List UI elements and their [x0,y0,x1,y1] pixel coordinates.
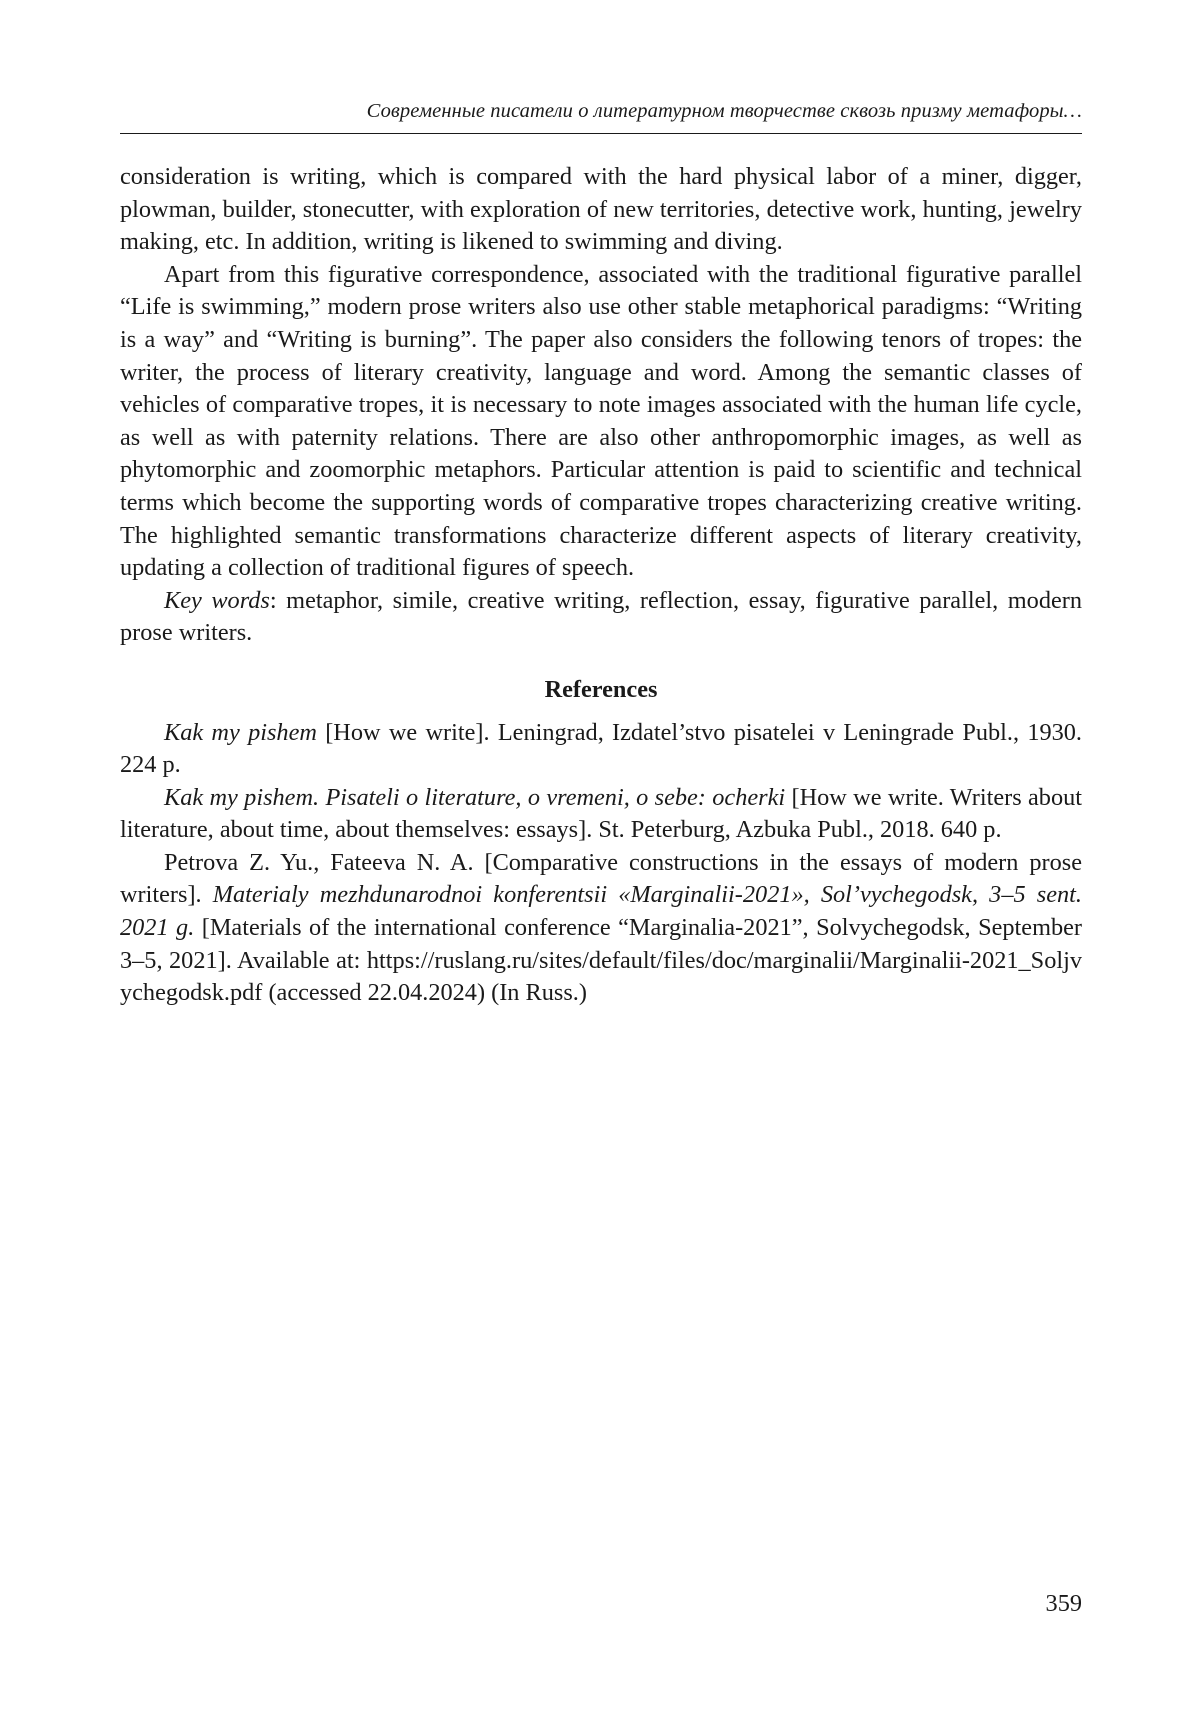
abstract-paragraph-2: Apart from this figurative correspondence, associated with the traditional figurative parallel “Life is swimming,” modern prose writers also use other stable metaphorical paradigms: “Writing is a way” and “Writing is burning”. The paper also considers the following tenors of tropes: the writer, the process of literary creativity, language and word. Among the semantic classes of vehicles of comparative tropes, it is necessary to note images associated with the human life cycle, as well as with paternity relations. There are also other anthropomorphic images, as well as phytomorphic and zoomorphic metaphors. Particular attention is paid to scientific and technical terms which become the supporting words of comparative tropes characterizing creative writing. The highlighted semantic transformations characterize different aspects of literary creativity, updating a collection of traditional figures of speech. [120,260,1082,582]
reference-details: [Materials of the international conference “Marginalia-2021”, Solvychegodsk, September 3–5, 2021]. Available at: [120,914,1082,974]
reference-item [120,717,1082,782]
keywords-list: : metaphor, simile, creative writing, reflection, essay, figurative parallel, modern prose writers. [120,586,1082,647]
abstract-paragraph-1: consideration is writing, which is compared with the hard physical labor of a miner, digger, plowman, builder, stonecutter, with exploration of new territories, detective work, hunting, jewelry making, etc. In addition, writing is likened to swimming and diving. [120,163,1082,256]
article-body [120,161,1082,1010]
reference-url-link[interactable]: https://ruslang.ru/sites/default/files/doc/marginalii/Marginalii-2021_Soljvychegodsk.pdf [120,946,1082,1007]
page-number: 359 [1045,1590,1082,1617]
reference-item [120,782,1082,847]
references-heading: References [544,675,658,703]
keywords-label: Key words [164,586,270,614]
journal-page [120,0,1082,1710]
references-list [120,717,1082,1010]
running-header: Современные писатели о литературном творчестве сквозь призму метафоры… [366,100,1082,122]
reference-title: Kak my pishem [164,718,317,746]
reference-access-note: (accessed 22.04.2024) (In Russ.) [262,979,587,1007]
reference-authors: Petrova Z. Yu., Fateeva N. A. [Comparative constructions in the essays of modern prose writers]. [120,848,1082,909]
reference-details: [How we write]. Leningrad, Izdatel’stvo pisatelei v Leningrade Publ., 1930. 224 p. [120,718,1083,779]
reference-details: [How we write. Writers about literature, about time, about themselves: essays]. St. Peterburg, Azbuka Publ., 2018. 640 p. [120,783,1082,844]
header-rule [120,133,1082,134]
reference-item [120,847,1082,1010]
keywords-paragraph [120,585,1082,650]
reference-title: Materialy mezhdunarodnoi konferentsii «Marginalii-2021», Sol’vychegodsk, 3–5 sent. 2021 g. [120,881,1082,942]
reference-title: Kak my pishem. Pisateli o literature, o vremeni, o sebe: ocherki [164,783,786,811]
